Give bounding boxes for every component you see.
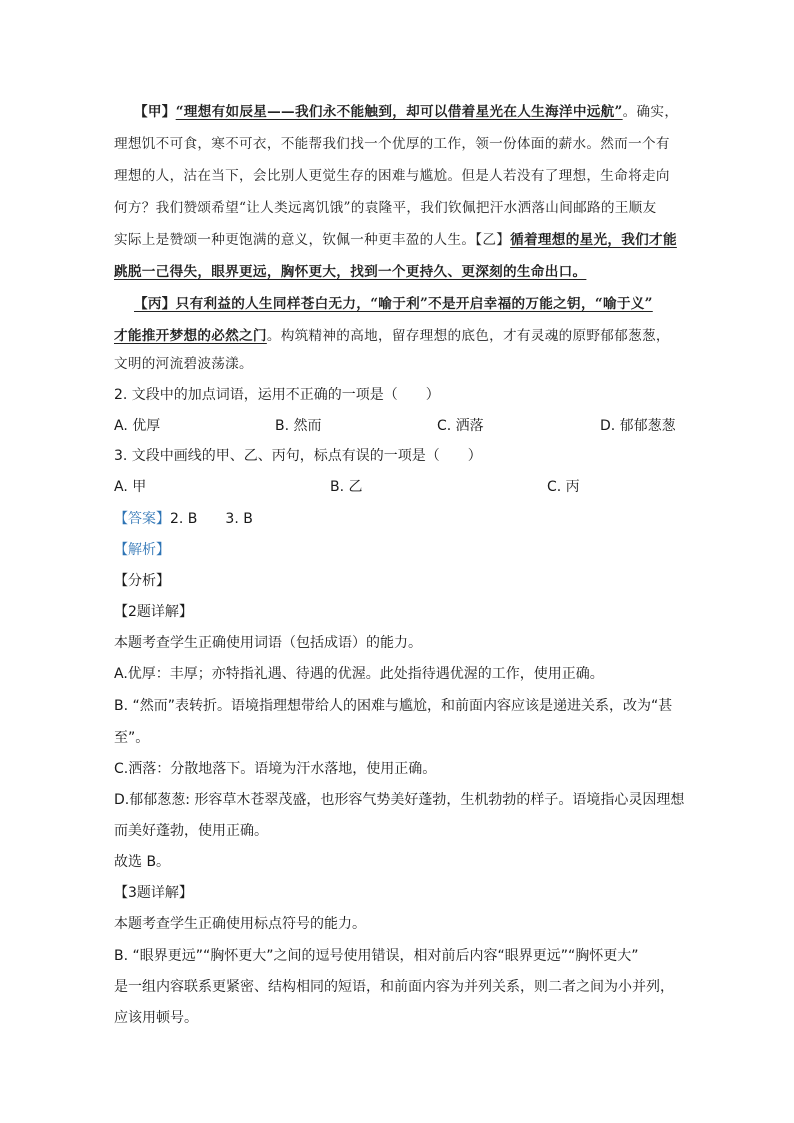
detail-2-c: C.洒落：分散地落下。语境为汗水落地，使用正确。 xyxy=(114,761,437,777)
answer-label: 【答案】 xyxy=(114,511,170,527)
detail-2-b-line2: 至”。 xyxy=(114,730,150,746)
answer-line xyxy=(114,510,253,528)
detail-3-b-line2: 是一组内容联系更紧密、结构相同的短语，和前面内容为并列关系，则二者之间为小并列， xyxy=(114,979,674,995)
q2-option-d: D. 郁郁葱葱 xyxy=(600,418,676,434)
passage-line-6: 跳脱一己得失，眼界更远，胸怀更大，找到一个更持久、更深刻的生命出口。 xyxy=(114,264,587,280)
passage-line-8: 才能推开梦想的必然之门。构筑精神的高地，留存理想的底色，才有灵魂的原野郁郁葱葱， xyxy=(114,328,670,344)
passage-line-3: 理想的人，沽在当下，会比别人更觉生存的困难与尴尬。但是人若没有了理想，生命将走向 xyxy=(114,168,670,184)
underlined-sentence-jia: “理想有如辰星——我们永不能触到，却可以借着星光在人生海洋中远航” xyxy=(175,104,623,120)
analysis-heading: 【解析】 xyxy=(114,542,170,558)
detail-2-choose: 故选 B。 xyxy=(114,854,171,870)
passage-line-7 xyxy=(134,295,653,313)
q2-option-b: B. 然而 xyxy=(275,418,322,434)
question-2-stem: 2. 文段中的加点词语，运用不正确的一项是（ ） xyxy=(114,387,440,403)
q2-option-c: C. 洒落 xyxy=(437,418,484,434)
detail-2-b-line1: B. “然而”表转折。语境指理想带给人的困难与尴尬，和前面内容应该是递进关系，改为“甚 xyxy=(114,698,673,714)
detail-3-b-line3: 应该用顿号。 xyxy=(114,1010,198,1026)
detail-2-d-line2: 而美好蓬勃，使用正确。 xyxy=(114,823,268,839)
answer-2: 2. B xyxy=(170,511,198,527)
passage-line-2: 理想饥不可食，寒不可衣，不能帮我们找一个优厚的工作，领一份体面的薪水。然而一个有 xyxy=(114,136,670,152)
answer-3: 3. B xyxy=(225,511,253,527)
passage-line-1: 【甲】“理想有如辰星——我们永不能触到，却可以借着星光在人生海洋中远航”。确实， xyxy=(134,104,679,120)
question-3-stem: 3. 文段中画线的甲、乙、丙句，标点有误的一项是（ ） xyxy=(114,448,482,464)
detail-3-intro: 本题考查学生正确使用标点符号的能力。 xyxy=(114,916,366,932)
detail-3-heading: 【3题详解】 xyxy=(114,885,193,901)
detail-2-a: A.优厚：丰厚；亦特指礼遇、待遇的优渥。此处指待遇优渥的工作，使用正确。 xyxy=(114,666,604,682)
q2-option-a: A. 优厚 xyxy=(114,418,161,434)
passage-line-5: 实际上是赞颂一种更饱满的意义，钦佩一种更丰盈的人生。【乙】循着理想的星光，我们才能 xyxy=(114,232,677,248)
detail-2-heading: 【2题详解】 xyxy=(114,604,193,620)
passage-line-9: 文明的河流碧波荡漾。 xyxy=(114,356,253,372)
passage-line-4: 何方？我们赞颂希望“让人类远离饥饿”的袁隆平，我们钦佩把汗水洒落山间邮路的王顺友 xyxy=(114,200,657,216)
underlined-sentence-bing: 【丙】只有利益的人生同样苍白无力，“喻于利”不是开启幸福的万能之钥，“喻于义” xyxy=(134,296,653,312)
detail-2-intro: 本题考查学生正确使用词语（包括成语）的能力。 xyxy=(114,635,422,651)
q3-option-b: B. 乙 xyxy=(330,479,363,495)
detail-3-b-line1: B. “眼界更远”“胸怀更大”之间的逗号使用错误，相对前后内容“眼界更远”“胸怀更大” xyxy=(114,948,639,964)
q3-option-a: A. 甲 xyxy=(114,479,147,495)
mark-jia: 【甲】 xyxy=(134,104,176,120)
underlined-sentence-yi: 循着理想的星光，我们才能 xyxy=(510,232,677,248)
fenxi-heading: 【分析】 xyxy=(114,573,170,589)
detail-2-d-line1: D.郁郁葱葱: 形容草木苍翠茂盛，也形容气势美好蓬勃，生机勃勃的样子。语境指心灵因理想 xyxy=(114,792,685,808)
q3-option-c: C. 丙 xyxy=(547,479,580,495)
